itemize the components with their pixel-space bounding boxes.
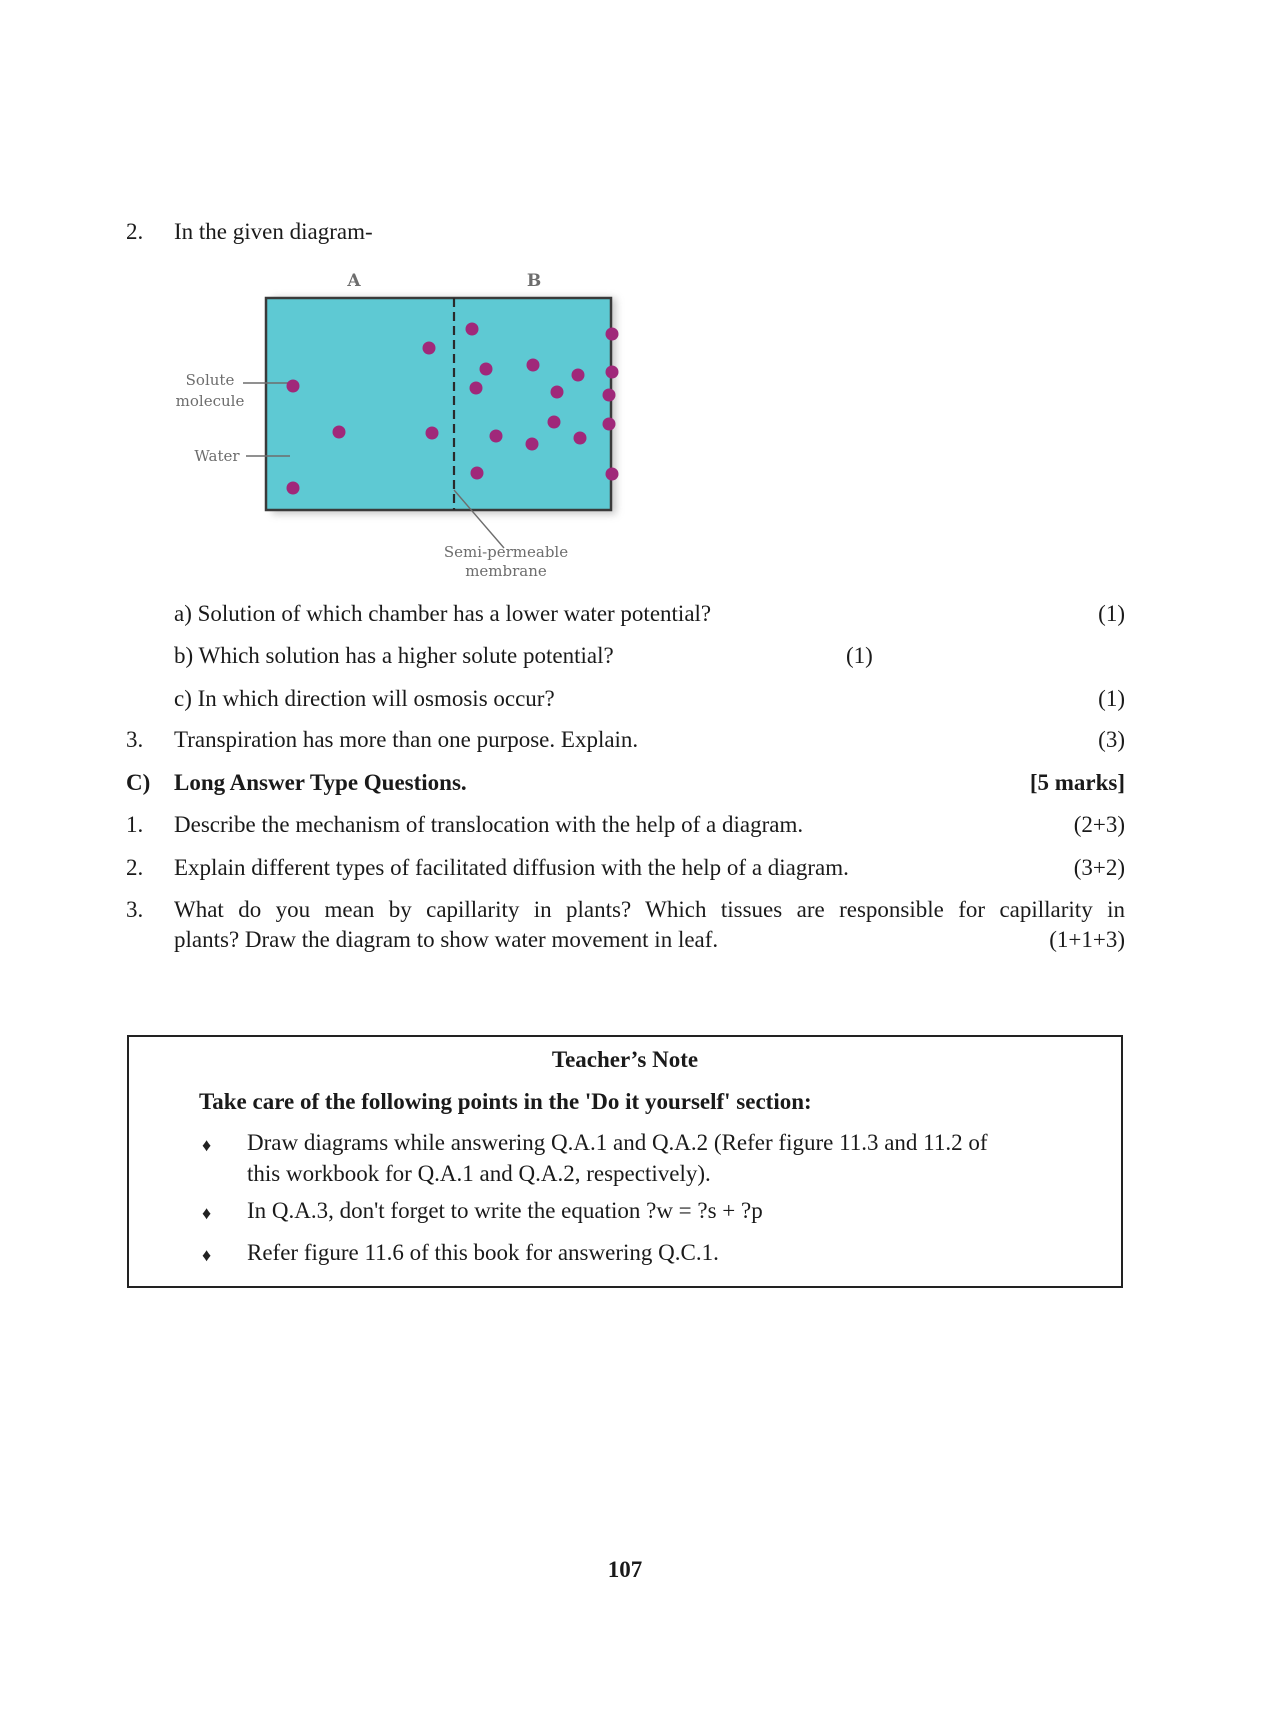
section-title: Long Answer Type Questions.	[174, 770, 467, 795]
teachers-note-title: Teacher’s Note	[551, 1047, 699, 1072]
question-number: 2.	[126, 855, 144, 880]
diamond-bullet-icon: ♦	[202, 1135, 212, 1155]
solute-molecule	[606, 468, 619, 481]
question-text-line1: What do you mean by capillarity in plants? Which tissues are responsible for capillarity in	[174, 897, 1125, 922]
solute-molecule	[572, 369, 585, 382]
section-marks: [5 marks]	[1029, 770, 1125, 795]
solute-molecule	[603, 418, 616, 431]
question-text: Describe the mechanism of translocation with the help of a diagram.	[174, 812, 804, 837]
solute-label-line1: Solute	[185, 371, 235, 389]
solute-molecule	[480, 363, 493, 376]
diamond-bullet-icon: ♦	[202, 1203, 212, 1223]
note-point-2: In Q.A.3, don't forget to write the equation ?w = ?s + ?p	[247, 1198, 763, 1223]
membrane-label-line2: membrane	[465, 562, 547, 580]
marks-part-c: (1)	[1098, 686, 1125, 711]
solute-molecule	[423, 342, 436, 355]
chamber-a-label: A	[347, 271, 361, 291]
question-number: 3.	[126, 897, 144, 922]
question-marks: (2+3)	[1073, 812, 1125, 837]
solute-molecule	[287, 380, 300, 393]
note-point-1-line1: Draw diagrams while answering Q.A.1 and Q.A.2 (Refer figure 11.3 and 11.2 of	[247, 1130, 988, 1155]
osmosis-diagram	[168, 258, 658, 588]
question-part-b: b) Which solution has a higher solute potential?	[174, 643, 614, 668]
note-point-3: Refer figure 11.6 of this book for answering Q.C.1.	[247, 1240, 719, 1265]
marks-part-b: (1)	[846, 643, 873, 668]
solute-molecule	[574, 432, 587, 445]
solute-molecule	[333, 426, 346, 439]
solute-molecule	[606, 328, 619, 341]
solute-molecule	[527, 359, 540, 372]
marks-part-a: (1)	[1098, 601, 1125, 626]
page-number: 107	[607, 1557, 643, 1582]
question-text-line2: plants? Draw the diagram to show water movement in leaf.	[174, 927, 719, 952]
solute-molecule	[471, 467, 484, 480]
question-part-c: c) In which direction will osmosis occur?	[174, 686, 555, 711]
question-marks: (3+2)	[1073, 855, 1125, 880]
solute-molecule	[426, 427, 439, 440]
teachers-note-intro: Take care of the following points in the 'Do it yourself' section:	[199, 1089, 812, 1114]
solute-label-line2: molecule	[175, 392, 245, 410]
solute-molecule	[466, 323, 479, 336]
question-number: 1.	[126, 812, 144, 837]
question-number: 3.	[126, 727, 144, 752]
question-text: Transpiration has more than one purpose. Explain.	[174, 727, 639, 752]
question-text: Explain different types of facilitated diffusion with the help of a diagram.	[174, 855, 849, 880]
question-number: 2.	[126, 219, 144, 244]
solute-molecule	[526, 438, 539, 451]
question-part-a: a) Solution of which chamber has a lower water potential?	[174, 601, 712, 626]
diamond-bullet-icon: ♦	[202, 1245, 212, 1265]
solute-molecule	[606, 366, 619, 379]
membrane-label-line1: Semi-permeable	[443, 543, 569, 561]
solute-molecule	[603, 389, 616, 402]
note-point-1-line2: this workbook for Q.A.1 and Q.A.2, respectively).	[247, 1161, 711, 1186]
question-marks: (3)	[1098, 727, 1125, 752]
question-text: In the given diagram-	[174, 219, 373, 244]
solute-molecule	[548, 416, 561, 429]
question-marks: (1+1+3)	[1049, 927, 1125, 952]
solute-molecule	[287, 482, 300, 495]
section-label: C)	[126, 770, 151, 795]
solute-molecule	[490, 430, 503, 443]
water-label: Water	[194, 447, 240, 465]
teachers-note-box	[127, 1035, 1123, 1288]
solute-molecule	[470, 382, 483, 395]
chamber-b-label: B	[526, 271, 542, 291]
solute-molecule	[551, 386, 564, 399]
container-chambers	[266, 298, 611, 510]
